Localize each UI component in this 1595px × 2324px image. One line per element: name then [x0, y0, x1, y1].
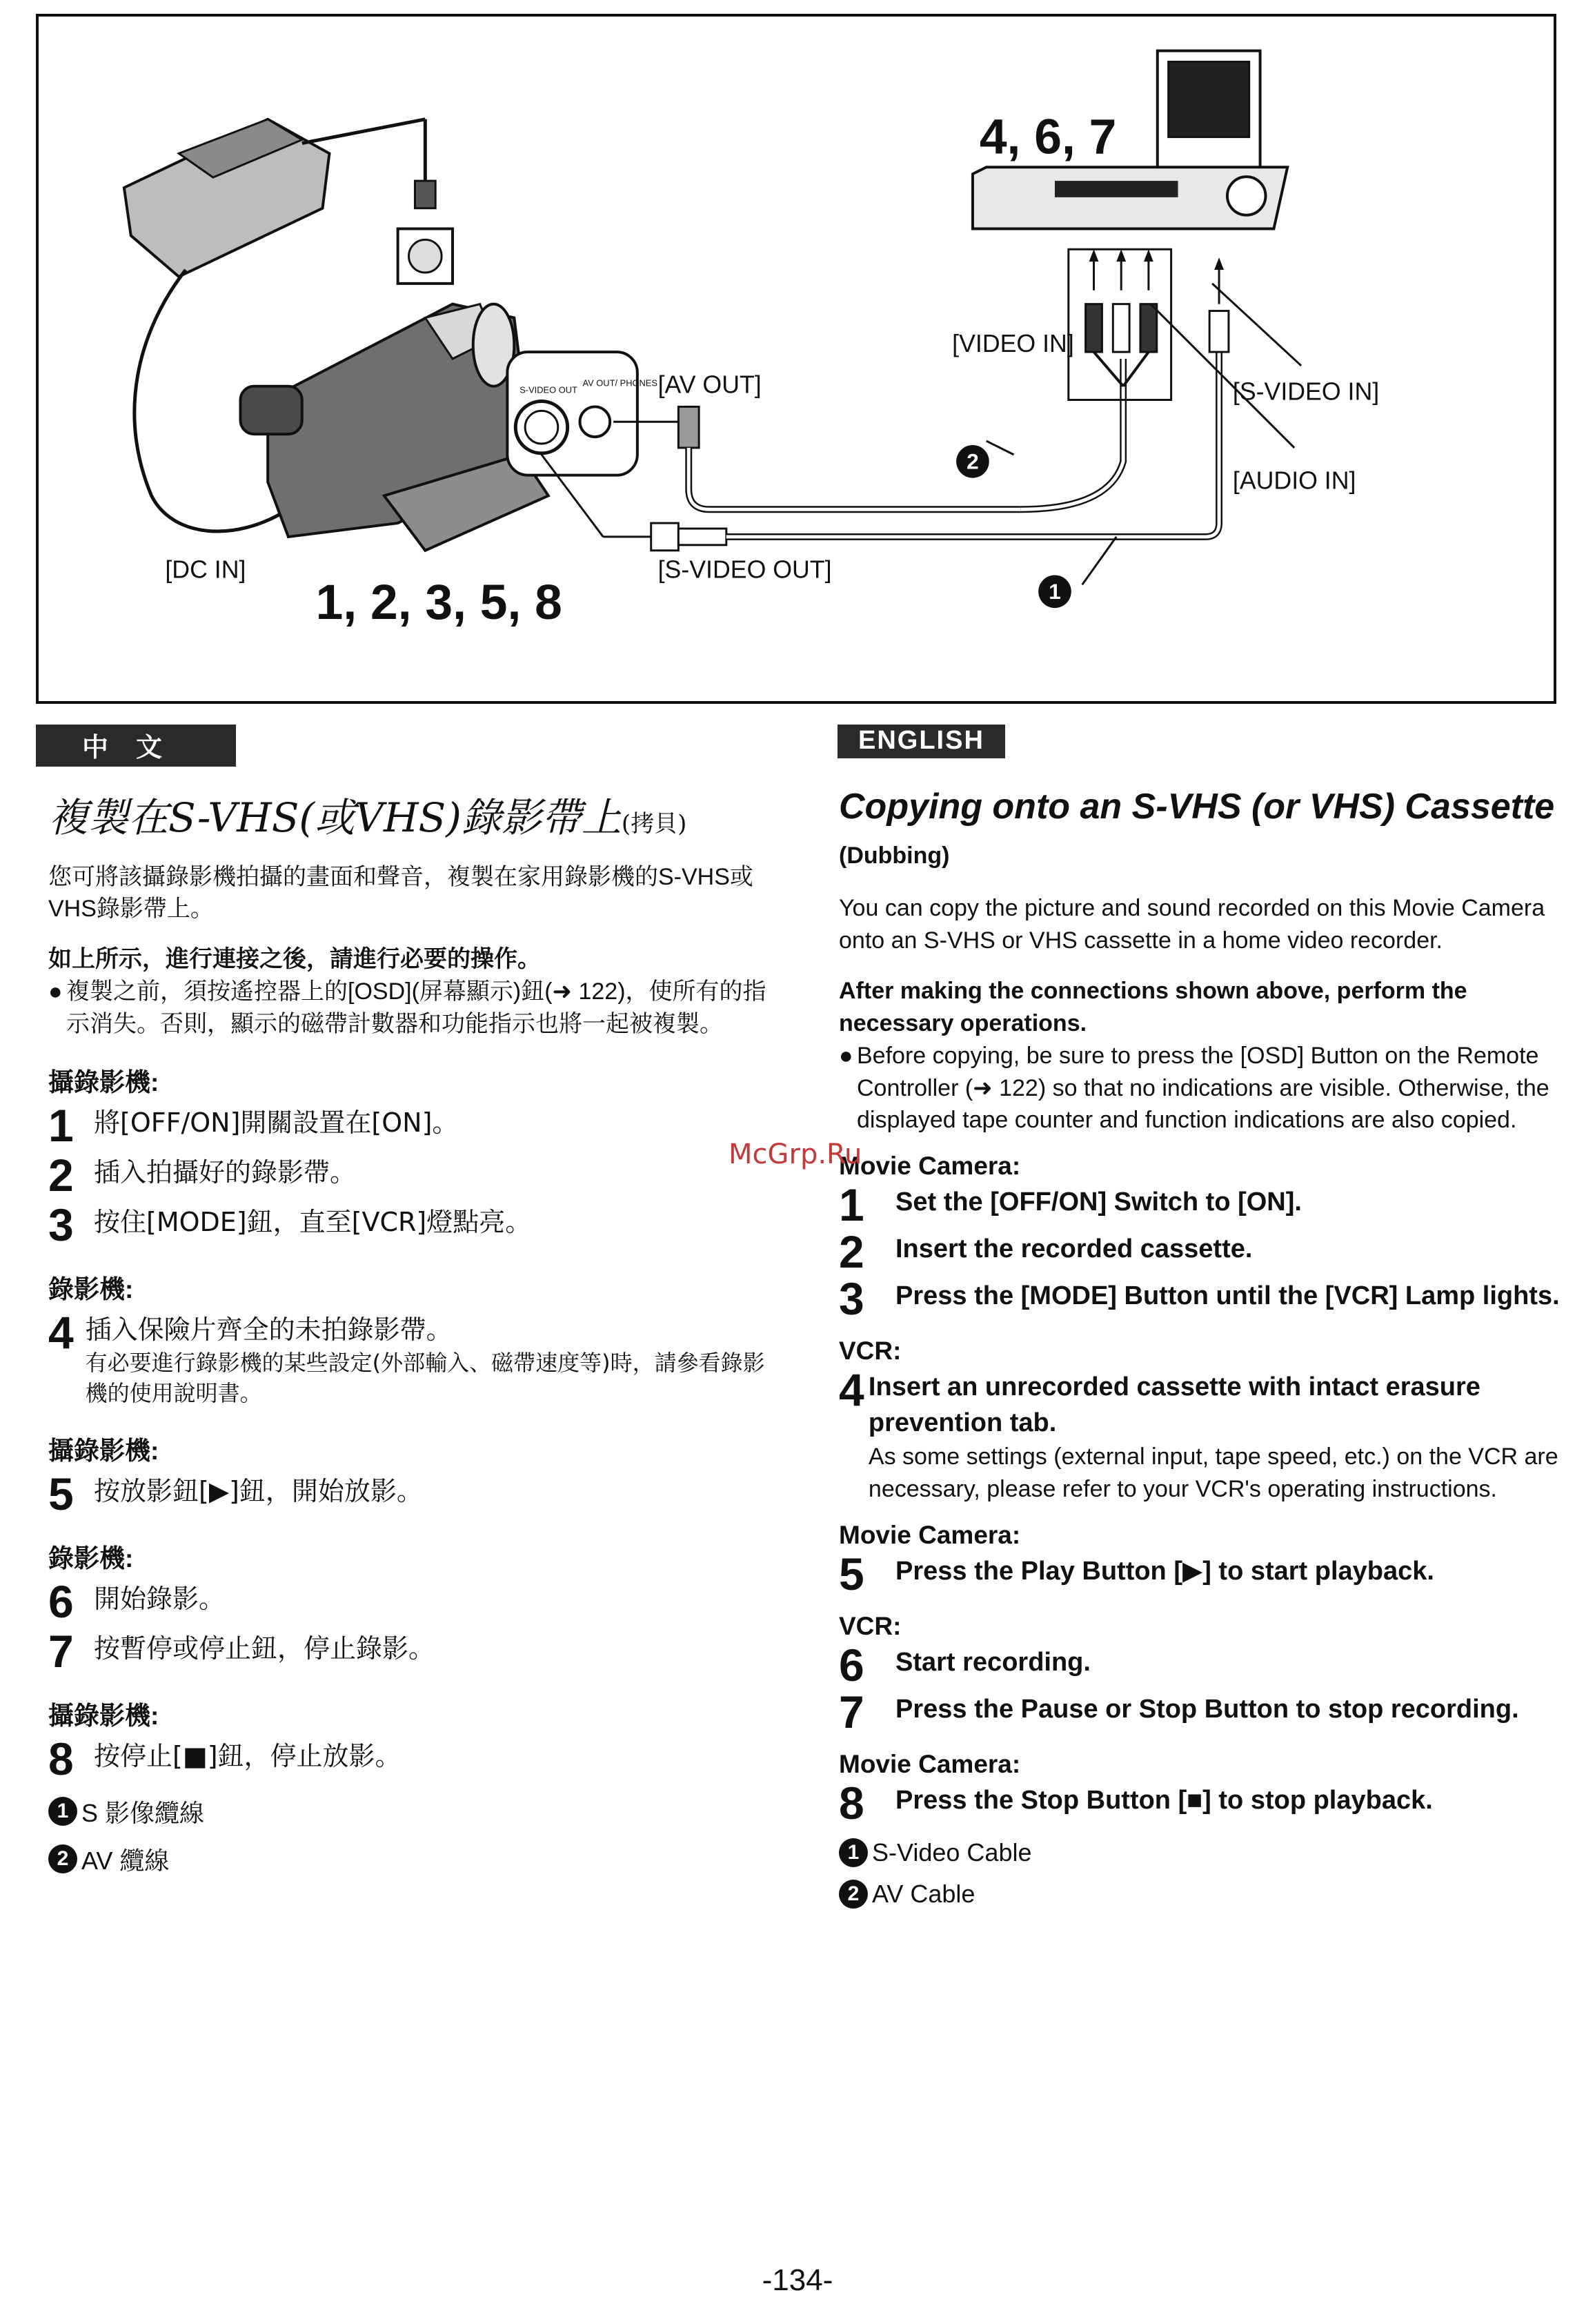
instruction-bold-english: After making the connections shown above, perform the necessary operations.: [839, 977, 1467, 1036]
legend-marker-1: 1: [839, 1838, 868, 1867]
step-2-chinese: [48, 1150, 781, 1201]
section-camera-3-chinese: 攝錄影機:: [48, 1701, 159, 1730]
step-5-chinese: [48, 1468, 781, 1519]
ac-adaptor: [124, 119, 425, 277]
instruction-english: [839, 975, 1562, 1137]
instruction-chinese: [48, 943, 781, 1041]
camera-steps-label: 1, 2, 3, 5, 8: [315, 574, 562, 630]
legend-2-text: AV Cable: [872, 1879, 975, 1908]
step-number: 2: [48, 1150, 74, 1201]
english-column: [838, 725, 1562, 1909]
step-3-text: 按住[MODE]鈕，直至[VCR]燈點亮。: [94, 1207, 532, 1238]
bullet-text-english: Before copying, be sure to press the [OSD] Button on the Remote Controller (➜ 122) so that no indications are visible. Otherwise, the displayed tape counter and function indications are also copied.: [857, 1042, 1549, 1134]
step-8-text: Press the Stop Button [■] to stop playback.: [895, 1785, 1433, 1815]
step-3-chinese: [48, 1199, 781, 1251]
chinese-column: [36, 725, 781, 1877]
step-8-chinese: [48, 1733, 781, 1784]
bullet-dot: ●: [48, 978, 63, 1005]
cable-marker-1: [1038, 575, 1071, 608]
step-number: 7: [839, 1686, 864, 1737]
av-out-label: [AV OUT]: [657, 371, 762, 399]
section-camera-2-english: Movie Camera:: [839, 1520, 1021, 1549]
rca-plugs: [1069, 249, 1224, 400]
svg-text:1: 1: [1049, 579, 1061, 604]
step-1-chinese: [48, 1100, 781, 1152]
title-chinese-suffix: (拷貝): [621, 810, 687, 838]
instruction-bold-chinese: 如上所示，進行連接之後，請進行必要的操作。: [48, 946, 541, 973]
bullet-english: [839, 1040, 1562, 1137]
legend-1-english: [839, 1838, 1562, 1867]
title-english-main: Copying onto an S-VHS (or VHS) Cassette: [839, 787, 1555, 827]
legend-1-text: S-Video Cable: [872, 1838, 1032, 1867]
section-camera-1-chinese: 攝錄影機:: [48, 1068, 159, 1097]
step-number: 5: [839, 1548, 864, 1599]
step-4-body: [869, 1370, 1562, 1505]
step-number: 6: [839, 1639, 864, 1691]
bullet-chinese: [48, 976, 781, 1041]
step-7-text: Press the Pause or Stop Button to stop recording.: [895, 1694, 1519, 1724]
svg-text:2: 2: [967, 449, 979, 474]
step-4-text: 插入保險片齊全的未拍錄影帶。: [85, 1314, 453, 1346]
title-chinese-main: 複製在S-VHS(或VHS)錄影帶上: [48, 794, 622, 841]
lang-tag-chinese: 中文: [36, 725, 236, 767]
step-4-body: [86, 1312, 781, 1409]
step-number: 2: [839, 1226, 864, 1278]
step-7-text: 按暫停或停止鈕，停止錄影。: [94, 1633, 435, 1664]
step-number: 7: [48, 1625, 74, 1677]
step-3-text: Press the [MODE] Button until the [VCR] Lamp lights.: [895, 1281, 1560, 1311]
step-8-english: [839, 1777, 1562, 1829]
legend-marker-2: 2: [48, 1844, 77, 1873]
jack-svideo-label: S-VIDEO OUT: [519, 384, 577, 395]
section-vcr-2-english: VCR:: [839, 1611, 902, 1640]
step-6-english: [839, 1639, 1562, 1691]
jack-inset: [507, 352, 657, 537]
legend-2-chinese: [48, 1842, 781, 1877]
section-vcr-1-english: VCR:: [839, 1337, 902, 1366]
step-2-text: Insert the recorded cassette.: [895, 1234, 1253, 1264]
title-english: [839, 785, 1562, 874]
vcr-steps-label: 4, 6, 7: [979, 109, 1117, 165]
watermark: McGrp.Ru: [729, 1139, 862, 1170]
section-vcr-2-chinese: 錄影機:: [48, 1544, 134, 1573]
video-in-label: [VIDEO IN]: [952, 330, 1074, 358]
connection-diagram: [36, 14, 1556, 704]
step-4-chinese: [48, 1307, 781, 1409]
legend-marker-1: 1: [48, 1797, 77, 1826]
step-number: 1: [839, 1179, 864, 1231]
step-5-text: 按放影鈕[▶]鈕，開始放影。: [94, 1475, 423, 1506]
bullet-dot: ●: [839, 1042, 853, 1069]
step-number: 8: [839, 1777, 864, 1829]
audio-in-label: [AUDIO IN]: [1232, 466, 1356, 495]
section-camera-1-english: Movie Camera:: [839, 1152, 1021, 1181]
intro-chinese: 您可將該攝錄影機拍攝的畫面和聲音，複製在家用錄影機的S-VHS或VHS錄影帶上。: [48, 863, 753, 923]
step-1-text: Set the [OFF/ON] Switch to [ON].: [895, 1188, 1302, 1217]
step-7-chinese: [48, 1625, 781, 1677]
title-english-suffix: (Dubbing): [839, 843, 950, 869]
step-number: 3: [48, 1199, 74, 1251]
legend-marker-2: 2: [839, 1880, 868, 1909]
section-camera-2-chinese: 攝錄影機:: [48, 1436, 159, 1465]
step-number: 4: [48, 1307, 74, 1359]
step-number: 8: [48, 1733, 74, 1784]
step-2-text: 插入拍攝好的錄影帶。: [94, 1157, 357, 1188]
step-6-text: 開始錄影。: [94, 1583, 226, 1614]
step-8-text: 按停止[■]鈕，停止放影。: [94, 1740, 402, 1771]
intro-english: You can copy the picture and sound recorded on this Movie Camera onto an S-VHS or VHS cassette in a home video recorder.: [839, 895, 1545, 954]
movie-camera: [240, 304, 548, 551]
legend-2-english: [839, 1880, 1562, 1909]
step-number: 5: [48, 1468, 74, 1519]
step-4-note: As some settings (external input, tape speed, etc.) on the VCR are necessary, please refer to your VCR's operating instructions.: [868, 1443, 1558, 1502]
legend-1-text: S 影像纜線: [81, 1798, 205, 1827]
step-6-chinese: [48, 1575, 781, 1627]
step-5-text: Press the Play Button [▶] to start playback.: [895, 1556, 1434, 1586]
step-3-english: [839, 1273, 1562, 1325]
step-4-english: [839, 1364, 1562, 1505]
s-video-out-label: [S-VIDEO OUT]: [657, 555, 832, 584]
lang-tag-english: ENGLISH: [838, 725, 1005, 758]
step-7-english: [839, 1686, 1562, 1737]
section-vcr-1-chinese: 錄影機:: [48, 1275, 134, 1304]
bullet-text-chinese: 複製之前，須按遙控器上的[OSD](屏幕顯示)鈕(➜ 122)，使所有的指示消失。否則，顯示的磁帶計數器和功能指示也將一起被複製。: [66, 978, 766, 1038]
title-chinese: [48, 793, 781, 843]
cable-marker-2: [956, 445, 989, 478]
step-5-english: [839, 1548, 1562, 1599]
step-1-english: [839, 1179, 1562, 1231]
step-number: 3: [839, 1273, 864, 1325]
page-number: -134-: [762, 2263, 833, 2297]
step-number: 1: [48, 1100, 74, 1152]
wall-outlet: [398, 181, 453, 284]
section-camera-3-english: Movie Camera:: [839, 1749, 1021, 1778]
s-video-in-label: [S-VIDEO IN]: [1232, 377, 1380, 406]
dc-in-label: [DC IN]: [165, 555, 246, 584]
legend-1-chinese: [48, 1794, 781, 1829]
step-number: 4: [839, 1364, 864, 1416]
step-number: 6: [48, 1575, 74, 1627]
step-4-note: 有必要進行錄影機的某些設定(外部輸入、磁帶速度等)時，請參看錄影機的使用說明書。: [85, 1350, 765, 1407]
step-1-text: 將[OFF/ON]開關設置在[ON]。: [94, 1107, 459, 1139]
jack-av-label: AV OUT/ PHONES: [582, 377, 657, 388]
diagram-svg: [39, 17, 1554, 701]
legend-2-text: AV 纜線: [81, 1846, 170, 1875]
step-2-english: [839, 1226, 1562, 1278]
step-6-text: Start recording.: [895, 1647, 1091, 1677]
step-4-text: Insert an unrecorded cassette with intact erasure prevention tab.: [868, 1372, 1480, 1437]
